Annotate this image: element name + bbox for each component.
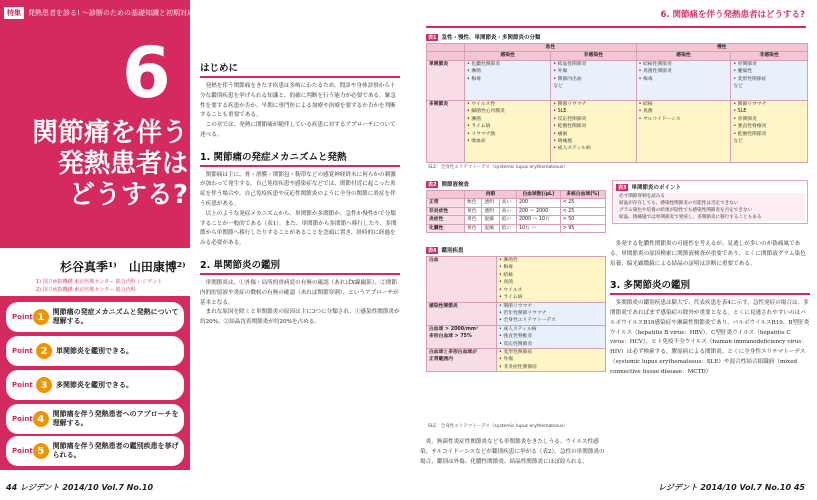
row-header: 非炎症性 — [427, 207, 465, 215]
title-line: どうする? — [68, 180, 188, 211]
list-item: • 真菌 — [499, 280, 513, 286]
table-cell: 黄色 — [465, 207, 482, 215]
table-badge: 表1 — [428, 34, 437, 41]
title-line: 発熱患者は — [57, 149, 188, 180]
running-head: 6. 関節痛を伴う発熱患者はどうする? — [660, 10, 805, 20]
key-points-box — [612, 180, 808, 224]
paragraph: 関節痛は主に、骨・滑膜・関節包・靭帯などの感覚神経終末に何らかの刺激が加わって発生する。自己免疫疾患や感染症などでは、関節付近に起こった炎症を伴う場合や、自己免疫疾患や反応性関節炎のように全身の関節に炎症を伴う疾患がある。 — [200, 171, 396, 208]
table-cell: • 骨関節炎 • 腫瘍性 • 変形性関節症 など — [731, 60, 808, 100]
table-cell: 200 ～ 2000 — [516, 207, 560, 215]
list-item: • 淋菌性 — [499, 258, 518, 263]
table-cell: • 関節リウマチ • SLE • 骨関節炎 • 強直性脊椎炎 • 乾癬性関節炎 など — [731, 100, 808, 162]
article-title — [10, 118, 188, 212]
list-item: • 梅毒 — [499, 265, 513, 271]
row-header: 感染性関節炎 — [427, 302, 497, 325]
point-item — [6, 436, 184, 466]
differential-table — [426, 256, 606, 372]
table2-title — [426, 180, 469, 188]
row-header: 白血球 > 2000/mm³ 多形白血球 > 75% — [427, 325, 497, 348]
box-line: 結晶、偽痛風では単関節炎で発症し、多関節炎に移行することもある — [619, 215, 762, 221]
section-heading: 3. 多関節炎の鑑別 — [610, 277, 810, 295]
paragraph: 以上のような発症メカニズムから、単関節か多関節か、急性か慢性かで分類することが一般的である（表1）。また、単関節から多関節へ移行したり、多関節から単関節へ移行したりすることがあることを念頭に置き、経時的に経過をみる必要がある。 — [200, 210, 397, 247]
table-note: SLE：全身性エリテマトーデス（systemic lupus erythematosus） — [428, 424, 568, 429]
point-text: 関節痛を伴う発熱患者へのアプローチを理解する。 — [52, 410, 179, 427]
list-item: • 反応性関節炎 — [499, 341, 533, 347]
table-badge: 表2 — [428, 181, 437, 188]
point-item — [6, 370, 184, 400]
affiliation: 1) 国立病院機構 東京医療センター 総合内科 レジデント — [36, 279, 163, 285]
point-label: Point — [12, 347, 33, 355]
row-header: 正常 — [427, 199, 465, 207]
table-title-text: 鑑別疾患 — [441, 248, 464, 254]
right-page — [410, 0, 817, 500]
classification-table — [426, 43, 808, 163]
table-cell: 低い — [499, 224, 516, 232]
table-cell — [497, 257, 606, 303]
point-text: 多関節炎を鑑別できる。 — [56, 380, 133, 389]
list-item: • 全身性エリテマトーデス — [499, 318, 556, 324]
feature-title: 発熱患者を診る! ～診断のための基礎知識と初期対応～ — [28, 9, 202, 17]
table-cell: < 25 — [560, 207, 605, 215]
right-body-column — [610, 240, 810, 378]
box-line: 結晶が存在しても、感染性関節炎の可能性は否定できない — [619, 201, 739, 207]
table-cell — [497, 325, 606, 348]
table-cell: • 結核性関節炎 • 真菌性関節炎 • 梅毒 — [636, 60, 731, 100]
table-cell: 低い — [499, 216, 516, 224]
list-item: • 関節リウマチ — [499, 303, 533, 309]
paragraph: 多関節炎の鑑別疾患は膨大で、代表疾患を表4に示す。急性発症の場合は、多関節炎であればまず感染症の除外が重要となる。とくに見逃されやすいのはパルボウイルスB19感染症や淋菌性関節炎であり、パルボウイルスB19、B型肝炎ウイルス（hepatitis B virus：HBV）、C型肝炎ウイルス（hepatitis C virus：HCV）、ヒト免疫不全ウイルス（human immunodeficiency virus：HIV）は必ず検索する。膠原病による関節炎、とくに全身性エリテマトーデス（systemic lupus erythematosus：SLE）や混合性結合組織病（mixed connective tissue disease：MCTD） — [610, 300, 810, 375]
table-header — [427, 191, 465, 199]
box-line: グラム染色や培養の結果が陰性でも感染性関節炎を否定できない — [619, 208, 753, 214]
table-cell: 黄色 — [465, 224, 482, 232]
paragraph: まれな原因を除くと単関節炎の原因は主に3つに分類され、①感染性関節炎が約20%、②結晶沈着関節炎が約20%を占める。 — [200, 309, 400, 326]
point-item — [6, 336, 184, 366]
point-text: 単関節炎を鑑別できる。 — [56, 346, 133, 355]
table-subheader: 非感染性 — [731, 52, 808, 60]
point-label: Point — [12, 313, 33, 321]
table-header: 肉眼 — [465, 191, 517, 199]
table-cell: • 関節リウマチ • SLE • 反応性関節炎 • 乾癬性関節炎 • 痛風 • 偽痛風 • 成人スティル病 — [551, 100, 636, 162]
list-item: • 変形性関節症 — [499, 350, 533, 356]
table-header: 白血球数(/μL) — [516, 191, 560, 199]
row-header: 炎症性 — [427, 216, 465, 224]
table-cell: 高い — [499, 207, 516, 215]
title-line: 関節痛を伴う — [31, 118, 188, 148]
table-cell: 混濁 — [482, 216, 499, 224]
row-header: 白血球と多形白血球が 正常範囲内 — [427, 349, 497, 372]
page-folio: レジデント 2014/10 Vol.7 No.10 45 — [657, 483, 805, 492]
point-number: 4 — [33, 411, 49, 427]
table-header — [427, 52, 465, 60]
point-label: Point — [12, 381, 33, 389]
table-cell: • 結核 • 真菌 • サルコイドーシス — [636, 100, 731, 162]
point-number: 1 — [33, 309, 49, 325]
point-label: Point — [12, 415, 33, 423]
point-number: 2 — [36, 343, 52, 359]
paragraph: 単関節炎は、①外傷・局所的骨病変の有無の確認（あればX線撮影）、②関節内的貯留液や炎症の徴候の有無の確認（あれば関節穿刺）、というアプローチが基本となる。 — [200, 279, 399, 306]
continuation-column — [420, 438, 605, 467]
table-header: 慢性 — [636, 44, 807, 52]
paragraph: 炎、無菌性炎症性関節炎なども単関節炎をきたしうる。ウイルス性感染、サルコイドーシスなどが鑑別疾患に挙がる（表2）。急性の単関節炎の場合、鑑別は外傷、化膿性関節炎、結晶性関節炎にほぼ絞られる。 — [420, 439, 605, 465]
table-cell: 混濁 — [482, 224, 499, 232]
point-item — [6, 302, 184, 332]
points-box — [0, 296, 190, 470]
table-title-text: 単関節炎のポイント — [631, 185, 681, 191]
table-cell: 透明 — [482, 207, 499, 215]
paragraph: この章では、発熱に関節痛が随伴している疾患に対するアプローチについて述べる。 — [200, 122, 396, 138]
point-number: 5 — [33, 443, 49, 459]
left-footer — [0, 474, 405, 500]
table-title-text: 急性・慢性、単関節炎・多関節炎の分類 — [441, 35, 541, 41]
box-line: 必ず関節穿刺を試みる — [619, 194, 665, 199]
table-subheader: 非感染性 — [551, 52, 636, 60]
table-cell: > 95 — [560, 224, 605, 232]
table-cell: 透明 — [482, 199, 499, 207]
table-badge: 表4 — [428, 247, 437, 254]
affiliation: 2) 国立病院機構 東京医療センター 総合内科 — [36, 287, 136, 293]
table-cell: 黄色 — [465, 216, 482, 224]
table-cell: > 50 — [560, 216, 605, 224]
table-header: 多核白血球(%) — [560, 191, 605, 199]
section-heading: はじめに — [200, 60, 400, 78]
table-subheader: 感染性 — [465, 52, 551, 60]
table-title-text: 関節液検査 — [441, 182, 469, 188]
table3-title — [426, 246, 464, 254]
point-item — [6, 404, 184, 434]
section-heading: 2. 単関節炎の鑑別 — [200, 257, 400, 275]
list-item: • 結核 — [499, 272, 513, 278]
row-header: 多関節炎 — [427, 100, 465, 162]
table-cell: < 25 — [560, 199, 605, 207]
table-cell: • ウイルス性 • 細菌性心内膜炎 • 淋菌 • ライム病 • リウマチ熱 • 敗血症 — [465, 100, 551, 162]
table-cell — [497, 349, 606, 372]
table-cell: 無色 — [465, 199, 482, 207]
table-header: 急性 — [465, 44, 637, 52]
point-text: 関節痛を伴う発熱患者の鑑別疾患を挙げられる。 — [52, 442, 179, 459]
section-heading: 1. 関節痛の発症メカニズムと発熱 — [200, 149, 400, 167]
table-cell: 高い — [499, 199, 516, 207]
feature-tag-row — [0, 6, 230, 20]
page-folio: 44 レジデント 2014/10 Vol.7 No.10 — [6, 483, 154, 492]
list-item: • ライム病 — [499, 295, 523, 301]
list-item: • 成人スティル病 — [499, 326, 537, 332]
left-body-column — [200, 60, 400, 328]
list-item: • 外傷 — [499, 357, 513, 363]
table-cell: • 結晶性関節炎 • 外傷 • 関節内出血 など — [551, 60, 636, 100]
paragraph: 発熱を伴う関節痛をきたす疾患は多岐にわたるため、問診や身体診察から十分な鑑別疾患を挙げられる知識と、的確に判断を行う能力が必要である。緊急性を要する疾患か否か、早期に専門医による加療や治療を要するか否かを判断することも重要である。 — [200, 83, 396, 119]
table-cell: • 化膿性関節炎 • 淋菌 • 梅毒 — [465, 60, 551, 100]
table-cell — [497, 302, 606, 325]
row-header: 単関節炎 — [427, 60, 465, 100]
table-badge: 表3 — [618, 184, 627, 191]
list-item: • 強直性脊椎炎 — [499, 334, 533, 340]
paragraph: 多発する化膿性関節炎の可能性を考えるが、見逃しが多いのが偽痛風である。単関節炎の原因検索に関節液検査が重要であり、とくに関節液グラム染色培養、偏光顕微鏡による結晶の証明は診断に重要である。 — [610, 241, 806, 267]
box-content — [615, 193, 805, 221]
table-cell: 200 — [516, 199, 560, 207]
list-item: • 若年性関節リウマチ — [499, 310, 547, 316]
table-subheader: 感染性 — [636, 52, 731, 60]
left-page — [0, 0, 405, 500]
row-header: 化膿性 — [427, 224, 465, 232]
table1-title — [426, 33, 541, 41]
authors: 杉谷真季¹⁾ 山田康博²⁾ — [60, 260, 186, 274]
table-cell: 10万 ～ — [516, 224, 560, 232]
table-header — [427, 44, 465, 52]
feature-tag: 特集 — [4, 7, 24, 19]
table-cell: 2000 ～ 10万 — [516, 216, 560, 224]
table-note: SLE：全身性エリテマトーデス（systemic lupus erythematosus） — [428, 165, 568, 170]
point-label: Point — [12, 447, 33, 455]
box-title — [616, 183, 804, 191]
chapter-number: 6 — [122, 32, 171, 114]
running-head-rule — [426, 26, 806, 28]
point-number: 3 — [36, 377, 52, 393]
synovial-fluid-table — [426, 190, 606, 233]
list-item: • ウイルス — [499, 287, 523, 293]
row-header: 白血 — [427, 257, 497, 303]
list-item: • 非炎症性関節症 — [499, 364, 537, 370]
point-text: 関節痛の発症メカニズムと発熱について理解する。 — [52, 308, 179, 325]
